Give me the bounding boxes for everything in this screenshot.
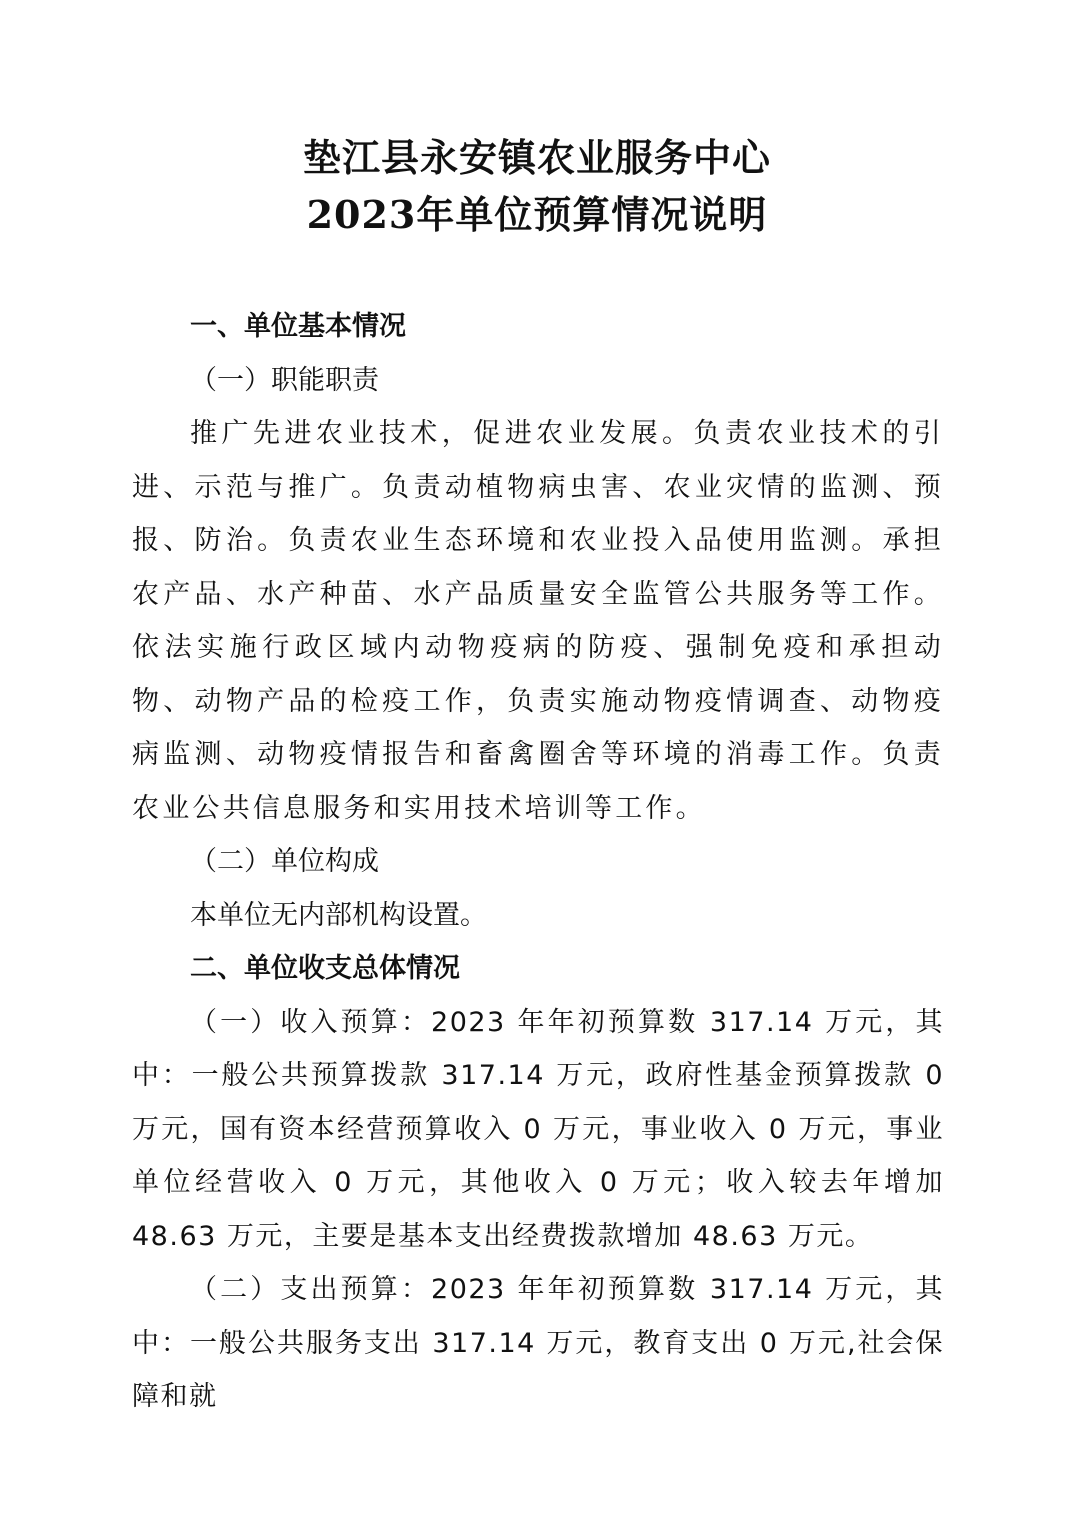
subsection-heading-duties: （一）职能职责	[190, 364, 379, 396]
document-title-line1: 垫江县永安镇农业服务中心	[302, 135, 771, 180]
section-heading-budget-overview: 二、单位收支总体情况	[190, 953, 460, 984]
subsection-heading-composition: （二）单位构成	[190, 846, 379, 877]
paragraph-expenditure-budget: （二）支出预算：2023 年年初预算数 317.14 万元，其中：一般公共服务支出 317.14 万元，教育支出 0 万元,社会保障和就	[132, 1274, 944, 1412]
section-heading-basic-info: 一、单位基本情况	[190, 311, 406, 342]
paragraph-income-budget: （一）收入预算：2023 年年初预算数 317.14 万元，其中：一般公共预算拨款 317.14 万元，政府性基金预算拨款 0 万元，国有资本经营预算收入 0 万元，事业收入 0 万元，事业单位经营收入 0 万元，其他收入 0 万元；收入较去年增加 48.63 万元，主要是基本支出经费拨款增加 48.63 万元。	[132, 1006, 944, 1252]
document-body	[132, 300, 944, 1424]
paragraph-composition: 本单位无内部机构设置。	[190, 899, 487, 931]
paragraph-duties: 推广先进农业技术，促进农业发展。负责农业技术的引进、示范与推广。负责动植物病虫害、农业灾情的监测、预报、防治。负责农业生态环境和农业投入品使用监测。承担农产品、水产种苗、水产品质量安全监管公共服务等工作。依法实施行政区域内动物疫病的防疫、强制免疫和承担动物、动物产品的检疫工作，负责实施动物疫情调查、动物疫病监测、动物疫情报告和畜禽圈舍等环境的消毒工作。负责农业公共信息服务和实用技术培训等工作。	[132, 418, 944, 824]
document-title-line2: 2023年单位预算情况说明	[306, 192, 768, 237]
